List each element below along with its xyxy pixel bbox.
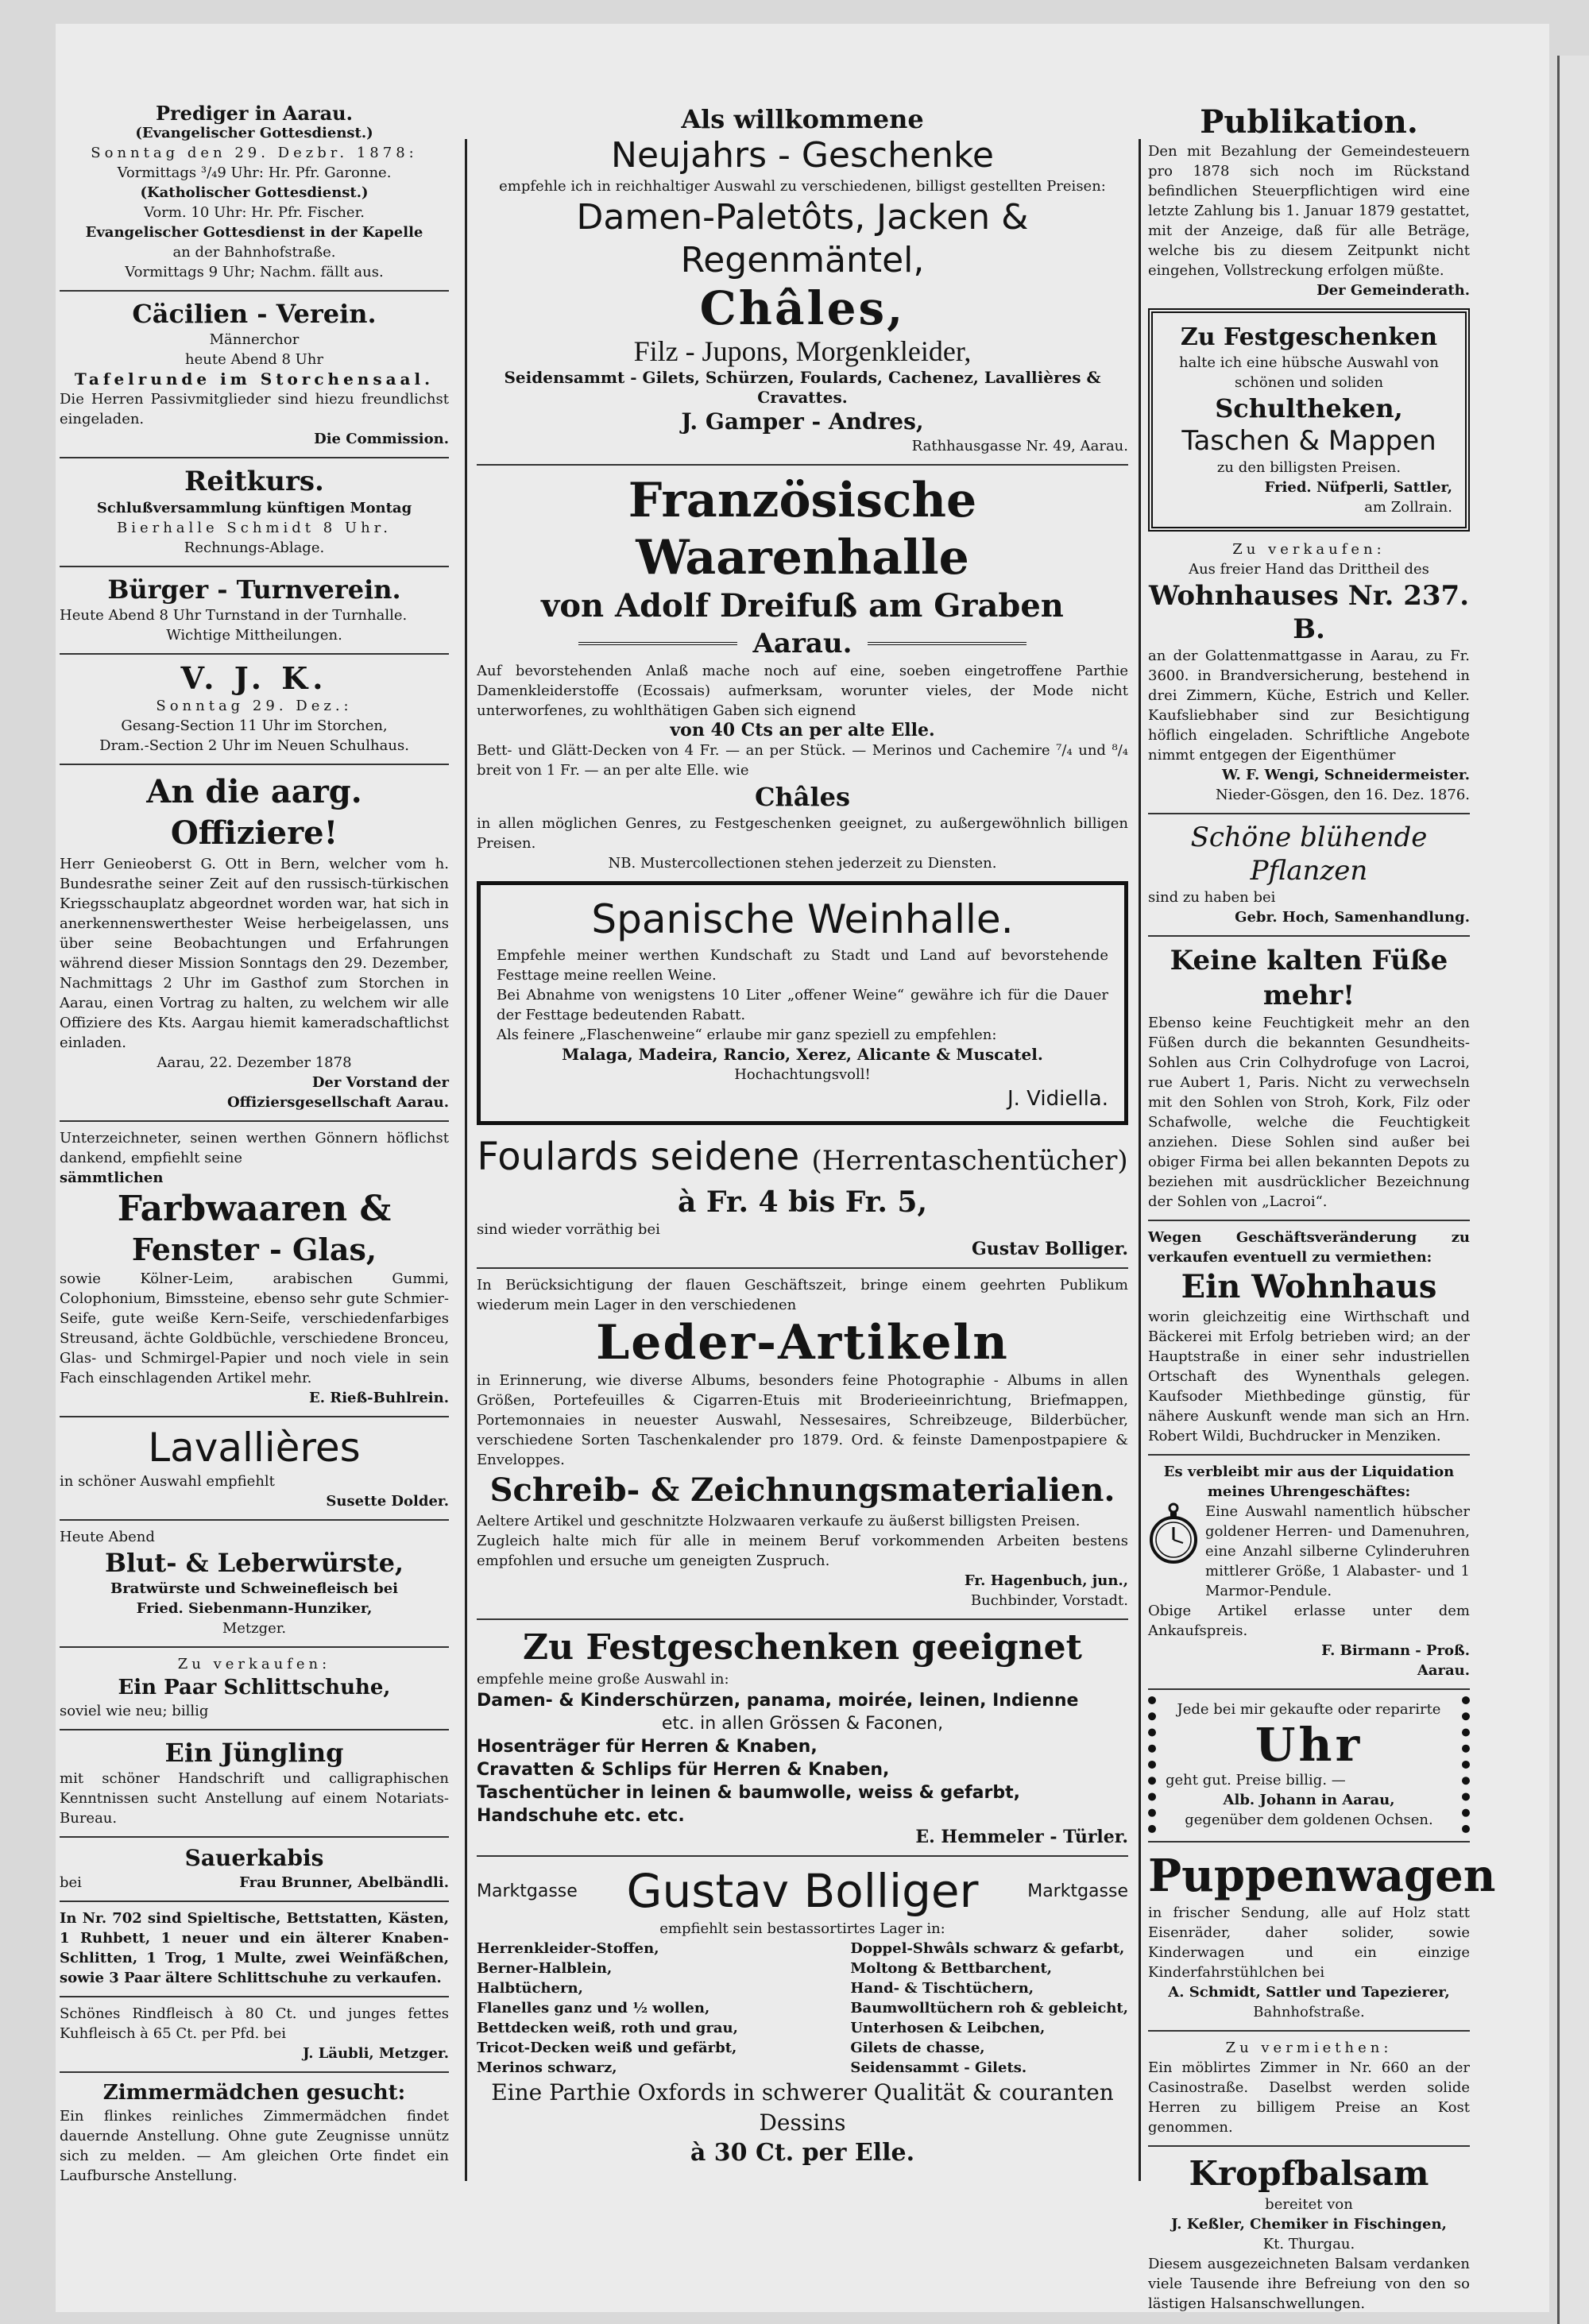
ad-wohnhaus-verkauf: Zu verkaufen: Aus freier Hand das Drittheil des Wohnhauses Nr. 237. B. an der Golattenmattgasse in Aarau, zu Fr. 3600. in Brandversicherung, bestehend in drei Zimmern, Küche, Estrich und Keller. Kaufsliebhaber sind zur Besichtigung höflich eingeladen. Schriftliche Angebote nimmt entgegen der Eigenthümer W. F. Wengi, Schneidermeister. Nieder-Gösgen, den 16. Dez. 1876. — [1148, 541, 1470, 803]
ad-zimmer-vermiethen: Zu vermiethen: Ein möblirtes Zimmer in Nr. 660 an der Casinostraße. Daselbst werden solide Herren zu billigem Preise an Kost genommen. — [1148, 2040, 1470, 2136]
ad-publikation: Publikation. Den mit Bezahlung der Gemeindesteuern pro 1878 sich noch im Rückstand befindlichen Steuerpflichtigen wird eine letzte Zahlung bis 1. Januar 1879 gestattet, mit der Anzeige, daß für alle Beträge, welche bis zu diesem Zeitpunkt nicht eingehen, Vollstreckung erfolgen müßte. Der Gemeinderath. — [1148, 103, 1470, 299]
ad-pflanzen: Schöne blühende Pflanzen sind zu haben bei Gebr. Hoch, Samenhandlung. — [1148, 822, 1470, 926]
heading: Kropfbalsam — [1189, 2154, 1429, 2193]
heading: Zimmermädchen gesucht: — [102, 2081, 406, 2105]
ad-kalte-fuesse: Keine kalten Füße mehr! Ebenso keine Feuchtigkeit mehr an den Füßen durch die bekannten Gesundheits-Sohlen aus Crin Colhydrofuge von Lacroi, rue Aubert 1, Paris. Nicht zu verwechseln mit den Sohlen von Stroh, Kork, Filz oder Schafwolle, welche die Feuchtigkeit anziehen. Diese Sohlen sind außer bei obiger Firma bei allen bekannten Depots zu beziehen mit ausdrücklicher Bezeichnung der Sohlen von „Lacroi“. — [1148, 945, 1470, 1210]
ad-neujahrs-geschenke: Als willkommene Neujahrs - Geschenke empfehle ich in reichhaltiger Auswahl zu verschiedenen, billigst gestellten Preisen: Damen-Paletôts, Jacken & Regenmäntel, Châles, Filz - Jupons, Morgenkleider, Seidensammt - Gilets, Schürzen, Foulards, Cachenez, Lavallières & Cravattes. J. Gamper - Andres, Rathhausgasse Nr. 49, Aarau. — [477, 103, 1128, 456]
heading: Farbwaaren & — [117, 1189, 392, 1229]
heading: Keine kalten Füße mehr! — [1170, 945, 1448, 1011]
ad-taschen-mappen: Zu Festgeschenken halte ich eine hübsche Auswahl von schönen und soliden Schultheken, Taschen & Mappen zu den billigsten Preisen. Fried. Nüfperli, Sattler, am Zollrain. — [1148, 308, 1470, 532]
ad-schlittschuhe: Zu verkaufen: Ein Paar Schlittschuhe, soviel wie neu; billig — [60, 1654, 449, 1721]
heading: Ein Paar Schlittschuhe, — [118, 1676, 391, 1699]
divider — [477, 464, 1128, 466]
ad-puppenwagen: Puppenwagen in frischer Sendung, alle auf Holz statt Eisenräder, daher solider, sowie Kinderwagen und ein einzige Kinderfahrstühlchen bei A. Schmidt, Sattler und Tapezierer, Bahnhofstraße. — [1148, 1850, 1496, 2020]
divider — [1148, 813, 1470, 814]
ad-rindfleisch: Schönes Rindfleisch à 80 Ct. und junges fettes Kuhfleisch à 65 Ct. per Pfd. bei J. Läubli, Metzger. — [60, 2005, 449, 2062]
ad-leder-artikeln: In Berücksichtigung der flauen Geschäftszeit, bringe einem geehrten Publikum wiederum mein Lager in den verschiedenen Leder-Artikeln in Erinnerung, wie diverse Albums, besonders feine Photographie - Albums in allen Größen, Portefeuilles & Cigarren-Etuis mit Broderieeinrichtung, Briefmappen, Portemonnaies in neuester Auswahl, Nessesaires, Schreibzeuge, Bilderbücher, verschiedene Sorten Taschenkalender pro 1879. Ord. & feinste Damenpostpapiere & Enveloppes. Schreib- & Zeichnungsmaterialien. Aeltere Artikel und geschnitzte Holzwaaren verkaufe zu äußerst billigsten Preisen. Zugleich halte mich für alle in meinem Beruf vorkommenden Arbeiten bestens empfohlen und ersuche um geneigten Zuspruch. Fr. Hagenbuch, jun., Buchbinder, Vorstadt. — [477, 1277, 1128, 1609]
ad-sauerkabis: Sauerkabis bei Frau Brunner, Abelbändli. — [60, 1845, 449, 1891]
divider — [60, 764, 449, 765]
ad-foulards: Foulards seidene (Herrentaschentücher) à Fr. 4 bis Fr. 5, sind wieder vorräthig bei Gustav Bolliger. — [477, 1135, 1128, 1259]
adjacent-page-edge — [1557, 56, 1589, 2324]
ad-nr702: In Nr. 702 sind Spieltische, Bettstatten, Kästen, 1 Ruhbett, 1 neuer und ein älterer Knaben-Schlitten, 1 Trog, 1 Multe, zwei Weinfäßchen, sowie 3 Paar ältere Schlittschuhe zu verkaufen. — [60, 1910, 449, 1986]
ad-spanische-weinhalle: Spanische Weinhalle. Empfehle meiner werthen Kundschaft zu Stadt und Land auf bevorstehende Festtage meine reellen Weine. Bei Abnahme von wenigstens 10 Liter „offener Weine“ gewähre ich für die Dauer der Festtage bedeutenden Rabatt. Als feinere „Flaschenweine“ erlaube mir ganz speziell zu empfehlen: Malaga, Madeira, Rancio, Xerez, Alicante & Muscatel. Hochachtungsvoll! J. Vidiella. — [477, 881, 1128, 1125]
divider — [1148, 1220, 1470, 1221]
ad-uhr: Jede bei mir gekaufte oder reparirte Uhr geht gut. Preise billig. — Alb. Johann in Aarau, gegenüber dem goldenen Ochsen. — [1148, 1696, 1470, 1833]
ad-festgeschenken-hemmeler: Zu Festgeschenken geeignet empfehle meine große Auswahl in: Damen- & Kinderschürzen, panama, moirée, leinen, Indienne etc. in allen Grössen & Faconen, Hosenträger für Herren & Knaben, Cravatten & Schlips für Herren & Knaben, Taschentücher in leinen & baumwolle, weiss & gefarbt, Handschuhe etc. etc. E. Hemmeler - Türler. — [477, 1627, 1128, 1847]
ad-wohnhaus-wynenthal: Wegen Geschäftsveränderung zu verkaufen eventuell zu vermiethen: Ein Wohnhaus worin gleichzeitig eine Wirthschaft und Bäckerei mit Erfolg betrieben wird; an der Hauptstraße in einer sehr industriellen Ortschaft des Wynenthals gelegen. Kaufsoder Miethbedinge günstig, für nähere Auskunft wende man sich an Hrn. Robert Wildi, Buchdrucker in Menziken. — [1148, 1229, 1470, 1444]
ad-vjk: V. J. K. Sonntag 29. Dez.: Gesang-Section 11 Uhr im Storchen, Dram.-Section 2 Uhr im Neuen Schulhaus. — [60, 661, 449, 756]
divider — [60, 1996, 449, 1997]
heading: Als willkommene — [681, 104, 924, 134]
ad-zimmermaedchen: Zimmermädchen gesucht: Ein flinkes reinliches Zimmermädchen findet dauernde Anstellung. Ohne gute Zeugnisse unnütz sich zu melden. — Am gleichen Orte findet ein Laufbursche Anstellung. — [60, 2081, 449, 2184]
heading: Ein Wohnhaus — [1181, 1268, 1437, 1305]
list-item: Doppel-Shwâls schwarz & gefarbt, — [850, 1940, 1125, 1957]
divider — [60, 1519, 449, 1521]
heading: Prediger in Aarau. — [155, 102, 353, 125]
divider — [1148, 1688, 1470, 1690]
heading: Bürger - Turnverein. — [107, 574, 401, 605]
ad-uhrengeschaeft: Es verbleibt mir aus der Liquidation meines Uhrengeschäftes: Eine Auswahl namentlich hübscher goldener Herren- und Damenuhren, eine Anzahl silberne Cylinderuhren mittlerer Größe, 1 Alabaster- und 1 Marmor-Pendule. Obige Artikel erlasse unter dem Ankaufspreis. F. Birmann - Proß. Aarau. — [1148, 1464, 1470, 1679]
heading: Puppenwagen — [1148, 1850, 1496, 1902]
heading: Zu Festgeschenken — [1180, 323, 1438, 351]
column-rule-left — [465, 139, 467, 2181]
list-item: Tricot-Decken weiß und gefärbt, — [477, 2040, 737, 2056]
heading: Blut- & Leberwürste, — [104, 1548, 404, 1578]
ad-offiziere: An die aarg. Offiziere! Herr Genieoberst G. Ott in Bern, welcher vom h. Bundesrathe seiner Zeit auf den russisch-türkischen Kriegsschauplatz abgeordnet worden war, hat sich in anerkennenswerthester Weise herbeigelassen, uns über seine Beobachtungen und Erfahrungen während dieser Mission Sonntags den 29. Dezember, Nachmittags 2 Uhr im Gasthof zum Storchen in Aarau, einen Vortrag zu halten, zu welchem wir alle Offiziere des Kts. Aargau hiemit kameradschaftlichst einladen. Aarau, 22. Dezember 1878 Der Vorstand der Offiziersgesellschaft Aarau. — [60, 773, 449, 1111]
list-item: Bettdecken weiß, roth und grau, — [477, 2020, 738, 2036]
heading: Reitkurs. — [184, 466, 324, 497]
ad-lavallieres: Lavallières in schöner Auswahl empfiehlt Susette Dolder. — [60, 1425, 449, 1510]
list-item: Berner-Halblein, — [477, 1960, 613, 1977]
divider — [60, 1836, 449, 1838]
ad-franzoesische-waarenhalle: Französische Waarenhalle von Adolf Dreifuß am Graben Aarau. Auf bevorstehenden Anlaß mache noch auf eine, soeben eingetroffene Parthie Damenkleiderstoffe (Ecossais) aufmerksam, worunter vieles, der Mode nicht unterworfenes, zu wohlthätigen Gaben sich eignend von 40 Cts an per alte Elle. Bett- und Glätt-Decken von 4 Fr. — an per Stück. — Merinos und Cachemire ⁷/₄ und ⁸/₄ breit von 1 Fr. — an per alte Elle. wie Châles in allen möglichen Genres, zu Festgeschenken geeignet, zu außergewöhnlich billigen Preisen. NB. Mustercollectionen stehen jederzeit zu Diensten. — [477, 473, 1128, 872]
heading: Uhr — [1255, 1718, 1363, 1772]
ad-blutwurst: Heute Abend Blut- & Leberwürste, Bratwürste und Schweinefleisch bei Fried. Siebenmann-Hunziker, Metzger. — [60, 1527, 449, 1638]
divider — [60, 1646, 449, 1648]
list-item: Baumwolltüchern roh & gebleicht, — [850, 2000, 1128, 2017]
heading: Ein Jüngling — [164, 1738, 344, 1768]
column-right — [1148, 103, 1496, 2322]
ad-prediger: Prediger in Aarau. (Evangelischer Gottesdienst.) Sonntag den 29. Dezbr. 1878: Vormittags ³/₄9 Uhr: Hr. Pfr. Garonne. (Katholischer Gottesdienst.) Vorm. 10 Uhr: Hr. Pfr. Fischer. Evangelischer Gottesdienst in der Kapelle an der Bahnhofstraße. Vormittags 9 Uhr; Nachm. fällt aus. — [60, 103, 449, 282]
divider — [477, 1618, 1128, 1620]
divider — [477, 1855, 1128, 1857]
divider — [477, 1267, 1128, 1269]
ad-caecilien: Cäcilien - Verein. Männerchor heute Abend 8 Uhr Tafelrunde im Storchensaal. Die Herren Passivmitglieder sind hiezu freundlichst eingeladen. Die Commission. — [60, 299, 449, 447]
divider — [60, 2071, 449, 2073]
divider — [60, 1901, 449, 1902]
divider — [60, 653, 449, 655]
divider — [1148, 2145, 1470, 2147]
bolliger-list-right — [850, 1939, 1128, 2078]
ad-turnverein: Bürger - Turnverein. Heute Abend 8 Uhr Turnstand in der Turnhalle. Wichtige Mittheilungen. — [60, 574, 449, 645]
heading: Spanische Weinhalle. — [591, 896, 1014, 942]
list-item: Merinos schwarz, — [477, 2059, 617, 2076]
heading: Französische Waarenhalle — [628, 473, 977, 586]
ad-reitkurs: Reitkurs. Schlußversammlung künftigen Montag Bierhalle Schmidt 8 Uhr. Rechnungs-Ablage. — [60, 465, 449, 558]
heading: Leder-Artikeln — [596, 1315, 1009, 1371]
column-left — [60, 103, 449, 2194]
column-middle — [477, 103, 1128, 2176]
heading: Schöne blühende Pflanzen — [1190, 822, 1428, 887]
divider — [1148, 1454, 1470, 1456]
ad-farbwaaren: Unterzeichneter, seinen werthen Gönnern höflichst dankend, empfiehlt seine sämmtlichen Farbwaaren & Fenster - Glas, sowie Kölner-Leim, arabischen Gummi, Colophonium, Bimssteine, ebenso sehr gute Schmier-Seife, gute weiße Kern-Seife, verschiedenfarbiges Streusand, ächte Goldbüchle, verschiedene Bronceu, Glas- und Schmirgel-Papier und noch viele in sein Fach einschlagenden Artikel mehr. E. Rieß-Buhlrein. — [60, 1130, 449, 1406]
heading: Gustav Bolliger — [626, 1864, 979, 1918]
list-item: Gilets de chasse, — [850, 2040, 985, 2056]
divider — [60, 457, 449, 458]
heading: Publikation. — [1200, 103, 1418, 141]
column-rule-right — [1139, 139, 1141, 2181]
bolliger-list-left — [477, 1939, 738, 2078]
divider — [60, 1120, 449, 1122]
heading: V. J. K. — [180, 660, 328, 696]
heading: Lavallières — [148, 1425, 361, 1471]
divider — [60, 290, 449, 292]
divider — [60, 1416, 449, 1417]
divider — [1148, 1841, 1470, 1843]
divider — [1148, 935, 1470, 937]
divider — [1148, 2030, 1470, 2032]
pocket-watch-icon — [1148, 1502, 1199, 1565]
heading: Wohnhauses Nr. 237. B. — [1148, 580, 1470, 645]
list-item: Unterhosen & Leibchen, — [850, 2020, 1046, 2036]
heading: Zu Festgeschenken geeignet — [523, 1627, 1082, 1668]
ad-gustav-bolliger: Marktgasse Gustav Bolliger Marktgasse empfiehlt sein bestassortirtes Lager in: Herrenkleider-Stoffen, Berner-Halblein, Halbtüchern, Flanelles ganz und ½ wollen, Bettdecken weiß, roth und grau, Tricot-Decken weiß und gefärbt, Merinos schwarz, Doppel-Shwâls schwarz & gefarbt, Moltong & Bettbarchent, Hand- & Tischtüchern, Baumwolltüchern roh & gebleicht, Unterhosen & Leibchen, Gilets de chasse, Seidensammt - Gilets. Eine Parthie Oxfords in schwerer Qualität & couranten Dessins à 30 Ct. per Elle. — [477, 1864, 1128, 2167]
divider — [60, 1729, 449, 1730]
list-item: Halbtüchern, — [477, 1980, 583, 1997]
heading: An die aarg. Offiziere! — [146, 773, 362, 852]
heading: Sauerkabis — [184, 1845, 324, 1871]
ad-kropfbalsam: Kropfbalsam bereitet von J. Keßler, Chemiker in Fischingen, Kt. Thurgau. Diesem ausgezeichneten Balsam verdanken viele Tausende ihre Befreiung von den so lästigen Halsanschwellungen. — [1148, 2154, 1470, 2312]
ad-juengling: Ein Jüngling mit schöner Handschrift und calligraphischen Kenntnissen sucht Anstellung auf einem Notariats-Bureau. — [60, 1738, 449, 1827]
list-item: Flanelles ganz und ½ wollen, — [477, 2000, 710, 2017]
list-item: Moltong & Bettbarchent, — [850, 1960, 1053, 1977]
list-item: Seidensammt - Gilets. — [850, 2059, 1027, 2076]
divider — [60, 566, 449, 567]
heading: Cäcilien - Verein. — [132, 299, 377, 329]
list-item: Hand- & Tischtüchern, — [850, 1980, 1034, 1997]
list-item: Herrenkleider-Stoffen, — [477, 1940, 659, 1957]
